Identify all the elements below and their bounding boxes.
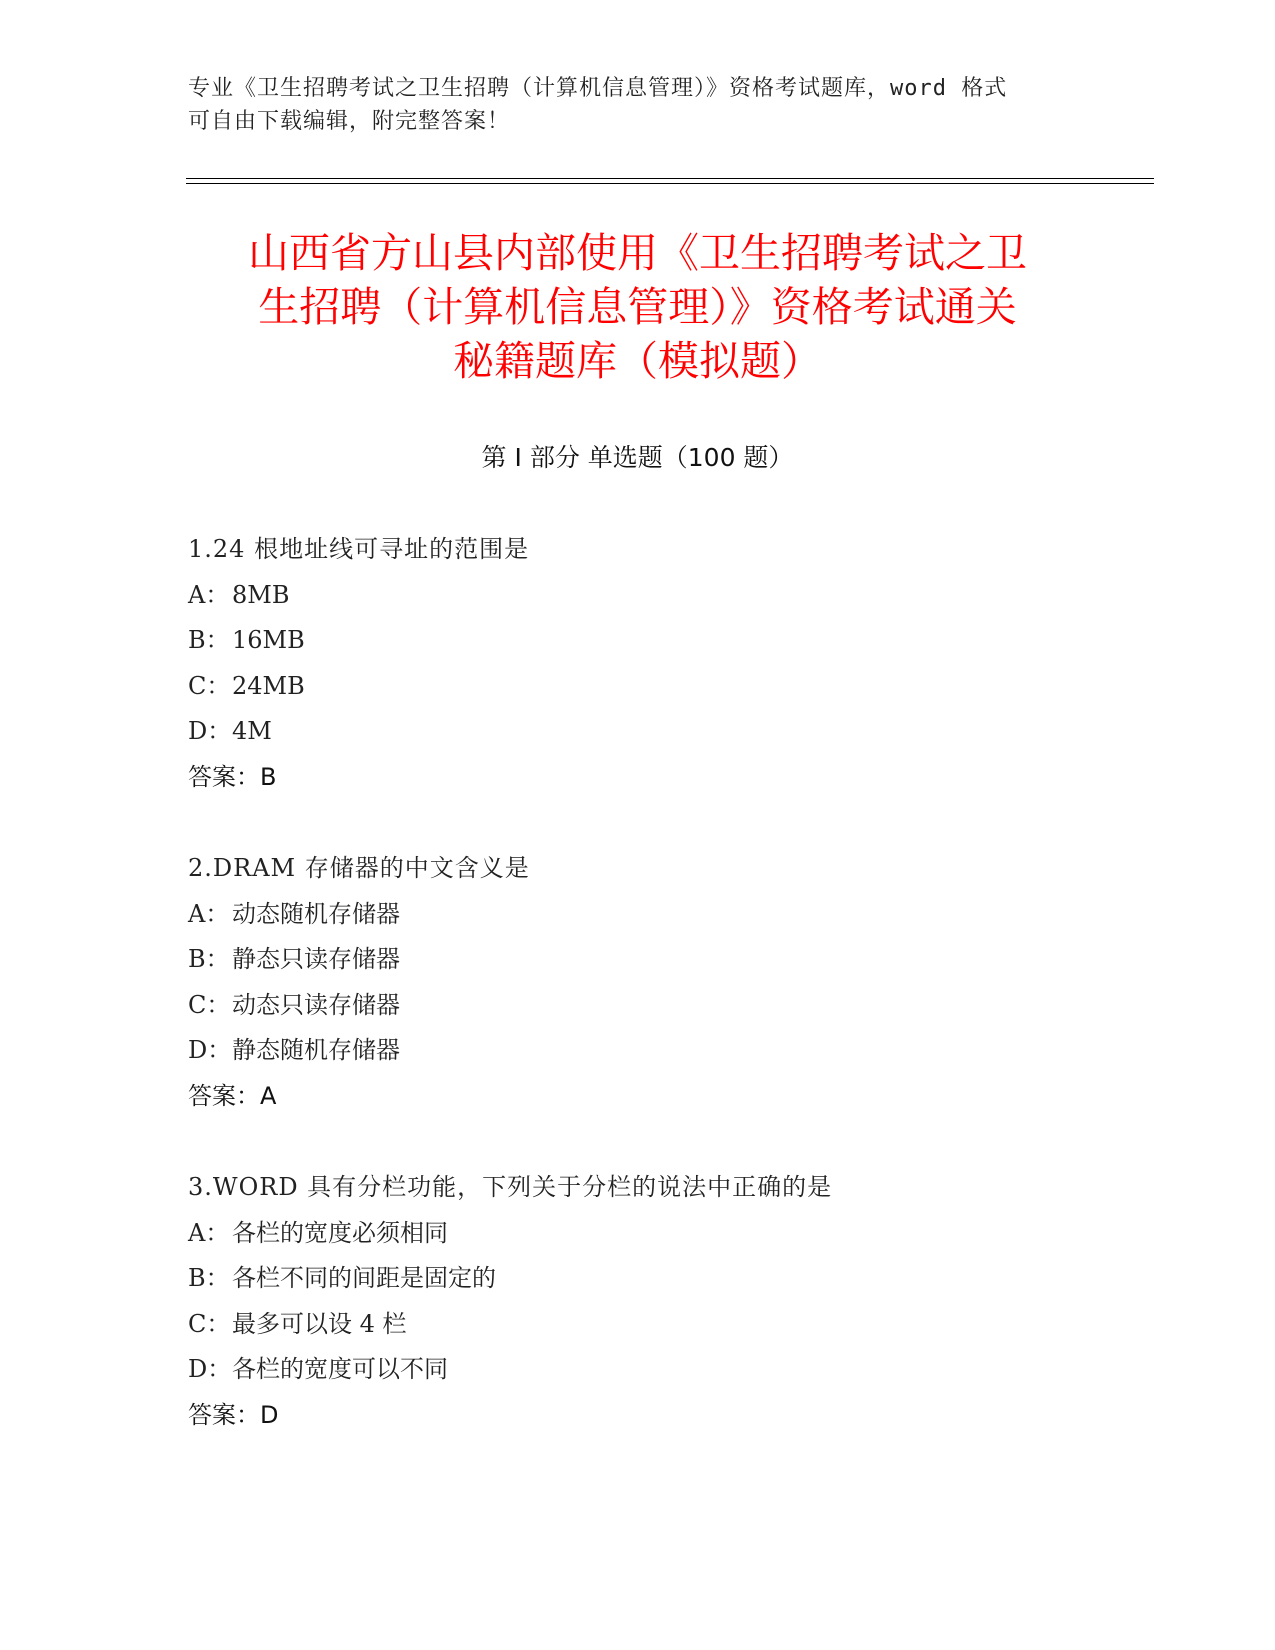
option-text: 动态随机存储器	[232, 899, 400, 928]
title-line-2: 生招聘（计算机信息管理）》资格考试通关	[258, 283, 1017, 331]
option-b	[188, 1256, 1168, 1302]
option-text: 16MB	[232, 626, 305, 654]
option-text: 各栏不同的间距是固定的	[232, 1264, 496, 1292]
option-c	[188, 664, 1168, 710]
answer-line: 答案：A	[188, 1081, 277, 1110]
header-note-line-1: 专业《卫生招聘考试之卫生招聘（计算机信息管理）》资格考试题库，word 格式	[188, 76, 1008, 101]
option-key: B：	[188, 945, 230, 973]
option-text: 最多可以设 4 栏	[232, 1309, 407, 1338]
question-stem: 3.WORD 具有分栏功能，下列关于分栏的说法中正确的是	[188, 1173, 833, 1201]
option-key: D：	[188, 1036, 232, 1064]
question-2	[188, 846, 1168, 1119]
answer-line: 答案：B	[188, 762, 277, 791]
option-text: 静态随机存储器	[232, 1036, 400, 1064]
option-text: 各栏的宽度可以不同	[232, 1355, 448, 1383]
option-c	[188, 983, 1168, 1029]
question-stem: 1.24 根地址线可寻址的范围是	[188, 535, 530, 563]
title-line-3: 秘籍题库（模拟题）	[453, 337, 822, 385]
option-key: A：	[188, 580, 230, 609]
header-note-line-2: 可自由下载编辑，附完整答案！	[188, 109, 511, 134]
option-c	[188, 1302, 1168, 1348]
option-d	[188, 1347, 1168, 1393]
option-text: 各栏的宽度必须相同	[232, 1218, 448, 1247]
header-divider-bottom	[186, 183, 1154, 184]
option-text: 静态只读存储器	[232, 945, 400, 973]
question-stem: 2.DRAM 存储器的中文含义是	[188, 854, 530, 882]
header-note	[188, 72, 1088, 138]
option-d	[188, 1028, 1168, 1074]
option-b	[188, 618, 1168, 664]
question-list	[188, 527, 1168, 1484]
option-text: 4M	[232, 717, 272, 745]
section-heading: 第 I 部分 单选题（100 题）	[481, 443, 794, 472]
option-key: D：	[188, 1355, 232, 1383]
answer-line: 答案：D	[188, 1400, 279, 1429]
option-key: B：	[188, 1264, 230, 1292]
option-key: C：	[188, 1309, 231, 1338]
option-b	[188, 937, 1168, 983]
option-a	[188, 1211, 1168, 1257]
option-key: B：	[188, 626, 230, 654]
question-1	[188, 527, 1168, 800]
header-divider-top	[186, 178, 1154, 179]
option-a	[188, 892, 1168, 938]
document-title	[160, 226, 1115, 388]
option-text: 24MB	[232, 671, 305, 700]
title-line-1: 山西省方山县内部使用《卫生招聘考试之卫	[248, 229, 1027, 277]
option-text: 8MB	[232, 580, 290, 609]
option-d	[188, 709, 1168, 755]
option-a	[188, 573, 1168, 619]
option-key: A：	[188, 899, 230, 928]
question-3	[188, 1165, 1168, 1438]
option-text: 动态只读存储器	[232, 990, 400, 1019]
option-key: A：	[188, 1218, 230, 1247]
option-key: D：	[188, 717, 232, 745]
option-key: C：	[188, 990, 231, 1019]
option-key: C：	[188, 671, 231, 700]
